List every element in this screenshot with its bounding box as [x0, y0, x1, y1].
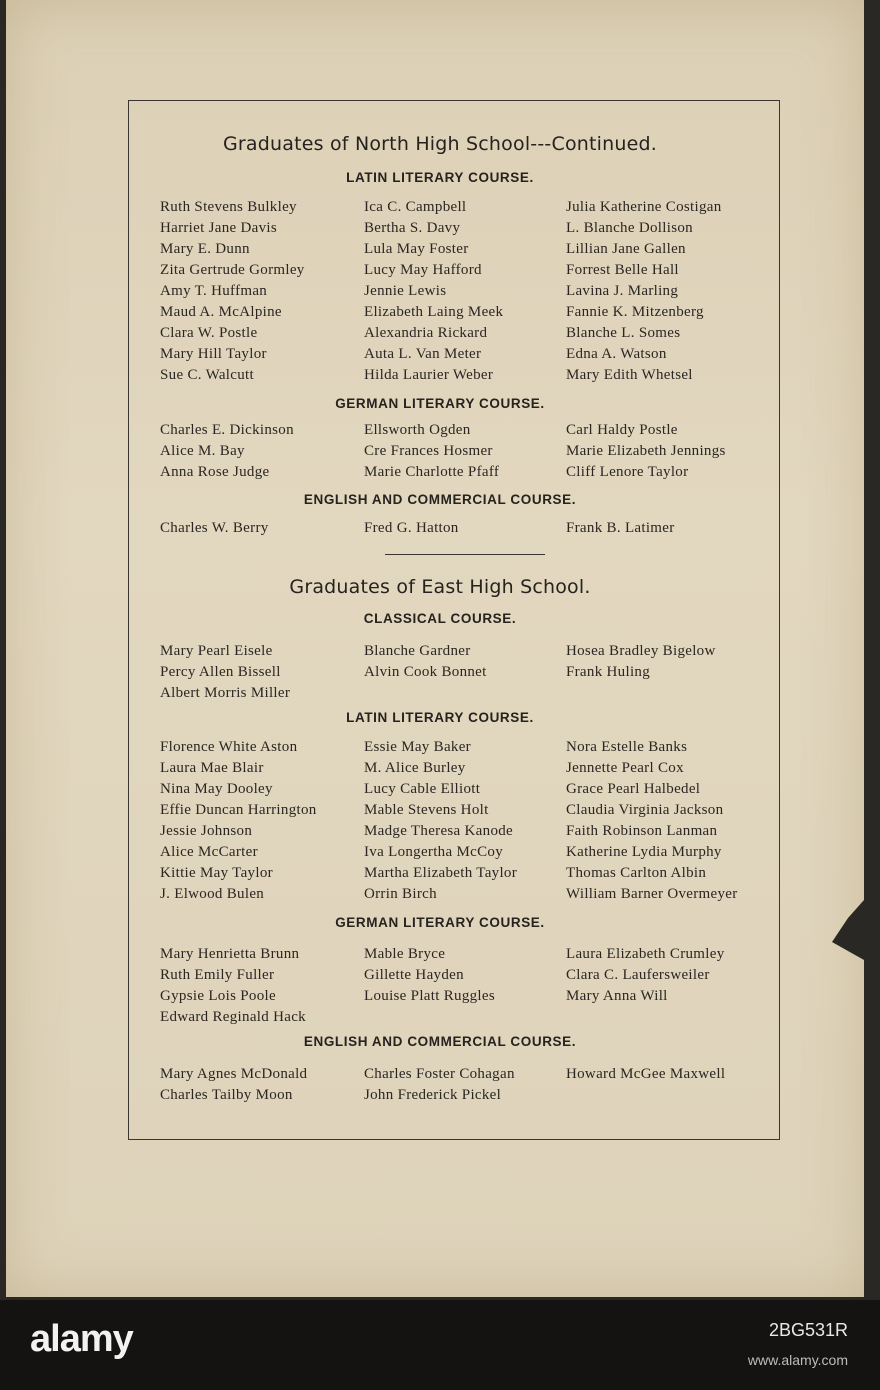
east-title: Graduates of East High School.	[289, 576, 591, 598]
north-german-name: Marie Charlotte Pfaff	[364, 464, 500, 480]
site-url: www.alamy.com	[747, 1352, 848, 1368]
section-divider	[385, 554, 545, 555]
north-latin-name: L. Blanche Dollison	[566, 220, 693, 236]
north-latin-name: Mary Edith Whetsel	[566, 367, 693, 383]
east-latin-name: Thomas Carlton Albin	[566, 865, 707, 881]
north-latin-name: Lillian Jane Gallen	[566, 241, 686, 257]
north-latin-name: Jennie Lewis	[364, 283, 447, 299]
east-english-name: Howard McGee Maxwell	[566, 1066, 726, 1082]
east-latin-name: Iva Longertha McCoy	[364, 844, 503, 860]
north-english-name: Charles W. Berry	[160, 520, 269, 536]
north-latin-name: Blanche L. Somes	[566, 325, 681, 341]
north-german-name: Marie Elizabeth Jennings	[566, 443, 726, 459]
north-title: Graduates of North High School---Continued.	[222, 133, 658, 155]
east-german-heading: GERMAN LITERARY COURSE.	[335, 915, 545, 930]
east-english-name: John Frederick Pickel	[364, 1087, 502, 1103]
east-german-name: Edward Reginald Hack	[160, 1009, 306, 1025]
north-german-name: Cliff Lenore Taylor	[566, 464, 689, 480]
north-latin-name: Edna A. Watson	[566, 346, 667, 362]
east-classical-heading: CLASSICAL COURSE.	[363, 611, 517, 626]
east-latin-name: Faith Robinson Lanman	[566, 823, 718, 839]
east-classical-name: Hosea Bradley Bigelow	[566, 643, 716, 659]
east-german-name: Louise Platt Ruggles	[364, 988, 495, 1004]
east-german-name: Mary Anna Will	[566, 988, 668, 1004]
east-german-name: Laura Elizabeth Crumley	[566, 946, 725, 962]
east-english-heading: ENGLISH AND COMMERCIAL COURSE.	[303, 1034, 577, 1049]
east-german-name: Clara C. Laufersweiler	[566, 967, 710, 983]
east-latin-name: Nora Estelle Banks	[566, 739, 688, 755]
east-latin-name: Jennette Pearl Cox	[566, 760, 684, 776]
north-latin-name: Bertha S. Davy	[364, 220, 461, 236]
north-latin-name: Mary Hill Taylor	[160, 346, 267, 362]
east-german-name: Mary Henrietta Brunn	[160, 946, 300, 962]
north-german-heading: GERMAN LITERARY COURSE.	[335, 396, 545, 411]
east-latin-name: Martha Elizabeth Taylor	[364, 865, 518, 881]
north-latin-name: Ruth Stevens Bulkley	[160, 199, 297, 215]
torn-edge	[824, 900, 864, 960]
east-latin-name: Lucy Cable Elliott	[364, 781, 481, 797]
east-latin-name: Katherine Lydia Murphy	[566, 844, 722, 860]
image-id: 2BG531R	[768, 1320, 848, 1340]
east-latin-name: Alice McCarter	[160, 844, 258, 860]
north-latin-name: Lavina J. Marling	[566, 283, 679, 299]
north-german-name: Cre Frances Hosmer	[364, 443, 493, 459]
east-latin-name: Mable Stevens Holt	[364, 802, 489, 818]
north-latin-name: Alexandria Rickard	[364, 325, 488, 341]
north-latin-heading: LATIN LITERARY COURSE.	[346, 170, 534, 185]
east-latin-name: Essie May Baker	[364, 739, 471, 755]
east-latin-name: J. Elwood Bulen	[160, 886, 265, 902]
east-latin-name: Claudia Virginia Jackson	[566, 802, 724, 818]
east-german-name: Mable Bryce	[364, 946, 446, 962]
north-latin-name: Hilda Laurier Weber	[364, 367, 494, 383]
north-latin-name: Elizabeth Laing Meek	[364, 304, 504, 320]
east-latin-name: Kittie May Taylor	[160, 865, 273, 881]
alamy-logo: alamy	[30, 1318, 133, 1360]
north-latin-name: Zita Gertrude Gormley	[160, 262, 305, 278]
north-latin-name: Auta L. Van Meter	[364, 346, 482, 362]
east-english-name: Charles Tailby Moon	[160, 1087, 293, 1103]
east-german-name: Ruth Emily Fuller	[160, 967, 275, 983]
north-latin-name: Forrest Belle Hall	[566, 262, 679, 278]
north-latin-name: Julia Katherine Costigan	[566, 199, 722, 215]
north-latin-name: Ica C. Campbell	[364, 199, 467, 215]
north-latin-name: Amy T. Huffman	[160, 283, 268, 299]
east-latin-name: Nina May Dooley	[160, 781, 273, 797]
east-latin-name: Laura Mae Blair	[160, 760, 264, 776]
east-latin-name: William Barner Overmeyer	[566, 886, 738, 902]
east-latin-name: Madge Theresa Kanode	[364, 823, 513, 839]
east-english-name: Charles Foster Cohagan	[364, 1066, 515, 1082]
east-classical-name: Percy Allen Bissell	[160, 664, 281, 680]
east-latin-heading: LATIN LITERARY COURSE.	[346, 710, 534, 725]
east-german-name: Gillette Hayden	[364, 967, 464, 983]
north-latin-name: Lula May Foster	[364, 241, 469, 257]
east-classical-name: Mary Pearl Eisele	[160, 643, 273, 659]
north-latin-name: Sue C. Walcutt	[160, 367, 254, 383]
north-german-name: Anna Rose Judge	[160, 464, 270, 480]
north-english-name: Fred G. Hatton	[364, 520, 459, 536]
north-german-name: Charles E. Dickinson	[160, 422, 294, 438]
east-latin-name: Orrin Birch	[364, 886, 437, 902]
east-latin-name: Jessie Johnson	[160, 823, 253, 839]
north-german-name: Carl Haldy Postle	[566, 422, 678, 438]
east-classical-name: Blanche Gardner	[364, 643, 471, 659]
east-classical-name: Frank Huling	[566, 664, 651, 680]
north-german-name: Ellsworth Ogden	[364, 422, 471, 438]
north-latin-name: Harriet Jane Davis	[160, 220, 278, 236]
north-latin-name: Fannie K. Mitzenberg	[566, 304, 704, 320]
north-latin-name: Maud A. McAlpine	[160, 304, 282, 320]
north-english-name: Frank B. Latimer	[566, 520, 675, 536]
east-latin-name: Florence White Aston	[160, 739, 298, 755]
north-latin-name: Clara W. Postle	[160, 325, 258, 341]
east-classical-name: Alvin Cook Bonnet	[364, 664, 487, 680]
north-german-name: Alice M. Bay	[160, 443, 245, 459]
east-latin-name: M. Alice Burley	[364, 760, 466, 776]
north-latin-name: Mary E. Dunn	[160, 241, 250, 257]
east-latin-name: Effie Duncan Harrington	[160, 802, 317, 818]
east-german-name: Gypsie Lois Poole	[160, 988, 276, 1004]
east-latin-name: Grace Pearl Halbedel	[566, 781, 701, 797]
east-english-name: Mary Agnes McDonald	[160, 1066, 308, 1082]
east-classical-name: Albert Morris Miller	[160, 685, 291, 701]
north-latin-name: Lucy May Hafford	[364, 262, 482, 278]
north-english-heading: ENGLISH AND COMMERCIAL COURSE.	[303, 492, 577, 507]
